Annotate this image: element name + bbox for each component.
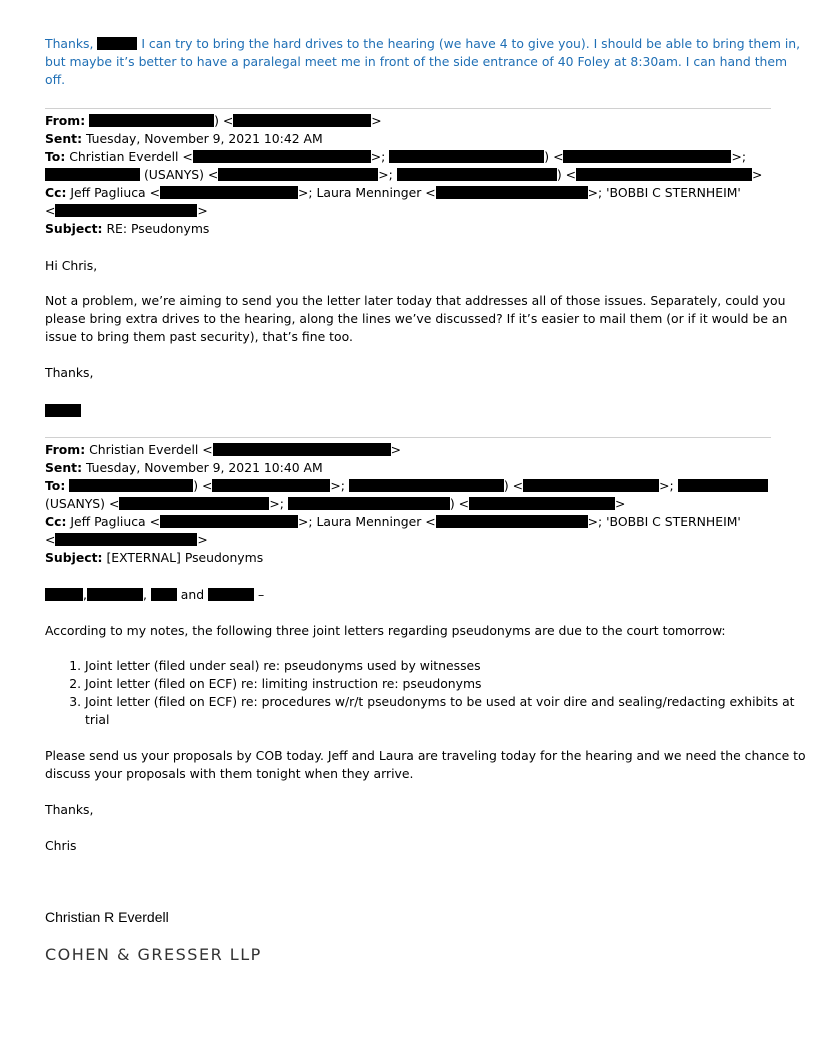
redaction [436, 186, 588, 199]
sent-label: Sent: [45, 460, 83, 475]
email2-closing-line2: discuss your proposals with them tonight when they arrive. [45, 766, 414, 781]
punct: ) < [193, 478, 213, 493]
cc-name: >; 'BOBBI C STERNHEIM' [587, 185, 741, 200]
cc-name: Jeff Pagliuca < [70, 514, 160, 529]
reply-message [45, 35, 801, 89]
redaction [55, 533, 197, 546]
letters-list [45, 657, 795, 711]
punct: < [45, 203, 56, 218]
separator [45, 108, 771, 109]
punct: > [197, 532, 208, 547]
email2-closing-line1: Please send us your proposals by COB today. Jeff and Laura are traveling today for the hearing and we need the chance to [45, 748, 806, 763]
reply-line2: but maybe it’s better to have a paralegal meet me in front of the side entrance of 40 Foley at 8:30am. I can hand them [45, 54, 788, 69]
reply-line3: off. [45, 72, 66, 87]
reply-line1-rest: I can try to bring the hard drives to the hearing (we have 4 to give you). I should be able to bring them in, [137, 36, 801, 51]
redaction [208, 588, 254, 601]
punct: >; [370, 149, 386, 164]
cc-name: >; Laura Menninger < [297, 514, 436, 529]
recipient-name: Christian Everdell < [69, 149, 193, 164]
redaction [436, 515, 588, 528]
email1-body-line1: Not a problem, we’re aiming to send you the letter later today that addresses all of those issues. Separately, could you [45, 293, 786, 308]
redaction [212, 479, 330, 492]
subject-text: RE: Pseudonyms [106, 221, 210, 236]
email1-cc [45, 184, 771, 202]
list-item-cont: trial [85, 712, 110, 727]
to-label: To: [45, 478, 66, 493]
reply-line1-start: Thanks, [45, 36, 94, 51]
redaction [678, 479, 768, 492]
redaction [397, 168, 557, 181]
email1-signature-redacted [45, 402, 771, 420]
email2-sign: Chris [45, 838, 77, 853]
redaction [563, 150, 731, 163]
email1-subject [45, 220, 771, 238]
subject-label: Subject: [45, 221, 103, 236]
redaction [469, 497, 615, 510]
punct: , [142, 587, 147, 602]
cc-label: Cc: [45, 514, 67, 529]
punct: – [254, 587, 265, 602]
punct: ) < [556, 167, 576, 182]
punct: >; [269, 496, 284, 511]
email2-intro: According to my notes, the following three joint letters regarding pseudonyms are due to the court tomorrow: [45, 623, 726, 638]
redaction [213, 443, 391, 456]
punct: , [83, 587, 87, 602]
redaction [233, 114, 371, 127]
redaction [45, 404, 81, 417]
email1-cc-cont [45, 202, 771, 220]
redaction [45, 588, 83, 601]
email1-body-line2: please bring extra drives to the hearing, along the lines we’ve discussed? If it’s easier to mail them (or if it would be an [45, 311, 788, 326]
punct: ) < [503, 478, 524, 493]
email1-signoff: Thanks, [45, 365, 94, 380]
signature-name: Christian R Everdell [45, 909, 169, 925]
punct: >; [731, 149, 747, 164]
email1-body-line3: issue to bring them past security), that’s fine too. [45, 329, 353, 344]
subject-label: Subject: [45, 550, 103, 565]
redaction [69, 479, 193, 492]
punct: < [45, 532, 56, 547]
list-item: 2. Joint letter (filed on ECF) re: limiting instruction re: pseudonyms [85, 675, 771, 693]
redaction [151, 588, 177, 601]
redaction [218, 168, 378, 181]
redaction [288, 497, 450, 510]
cc-name: >; Laura Menninger < [297, 185, 436, 200]
from-label: From: [45, 442, 86, 457]
email1-to [45, 148, 771, 166]
email2-to-cont [45, 495, 771, 513]
redaction [97, 37, 137, 50]
list-item: 3. Joint letter (filed on ECF) re: procedures w/r/t pseudonyms to be used at voir dire and sealing/redacting exhibits at [85, 693, 771, 711]
redaction [119, 497, 269, 510]
email2-cc-cont [45, 531, 771, 549]
punct: > [390, 442, 402, 457]
redaction [523, 479, 659, 492]
redaction [389, 150, 544, 163]
email2-sent [45, 459, 771, 477]
punct: >; [330, 478, 345, 493]
punct: >; [378, 167, 393, 182]
redaction [193, 150, 371, 163]
redaction [55, 204, 197, 217]
redaction [576, 168, 752, 181]
punct: > [751, 167, 763, 182]
punct: ) < [544, 149, 564, 164]
cc-name: >; 'BOBBI C STERNHEIM' [587, 514, 741, 529]
punct: and [176, 587, 209, 602]
recipient-org: (USANYS) < [143, 167, 219, 182]
email1-greeting: Hi Chris, [45, 258, 98, 273]
email2-salutation [45, 586, 771, 604]
firm-logo: COHEN & GRESSER LLP [45, 945, 262, 964]
subject-text: [EXTERNAL] Pseudonyms [106, 550, 264, 565]
recipient-org: (USANYS) < [45, 496, 120, 511]
sent-date: Tuesday, November 9, 2021 10:42 AM [85, 131, 323, 146]
email2-cc [45, 513, 771, 531]
email2-from [45, 441, 771, 459]
redaction [45, 168, 140, 181]
sender-name: Christian Everdell < [89, 442, 213, 457]
email1-sent [45, 130, 771, 148]
redaction [87, 588, 143, 601]
from-label: From: [45, 113, 86, 128]
punct: > [615, 496, 626, 511]
cc-label: Cc: [45, 185, 67, 200]
email2-subject [45, 549, 771, 567]
list-item: 1. Joint letter (filed under seal) re: pseudonyms used by witnesses [85, 657, 771, 675]
email2-to [45, 477, 771, 495]
email1-from [45, 112, 771, 130]
redaction [349, 479, 504, 492]
redaction [160, 515, 298, 528]
redaction [160, 186, 298, 199]
separator [45, 437, 771, 438]
cc-name: Jeff Pagliuca < [70, 185, 160, 200]
punct: >; [659, 478, 674, 493]
punct: ) < [449, 496, 470, 511]
punct: > [371, 113, 382, 128]
email2-signoff: Thanks, [45, 802, 94, 817]
punct: ) < [214, 113, 234, 128]
punct: > [197, 203, 208, 218]
to-label: To: [45, 149, 66, 164]
email1-to-cont [45, 166, 771, 184]
sent-label: Sent: [45, 131, 83, 146]
sent-date: Tuesday, November 9, 2021 10:40 AM [85, 460, 323, 475]
redaction [89, 114, 214, 127]
